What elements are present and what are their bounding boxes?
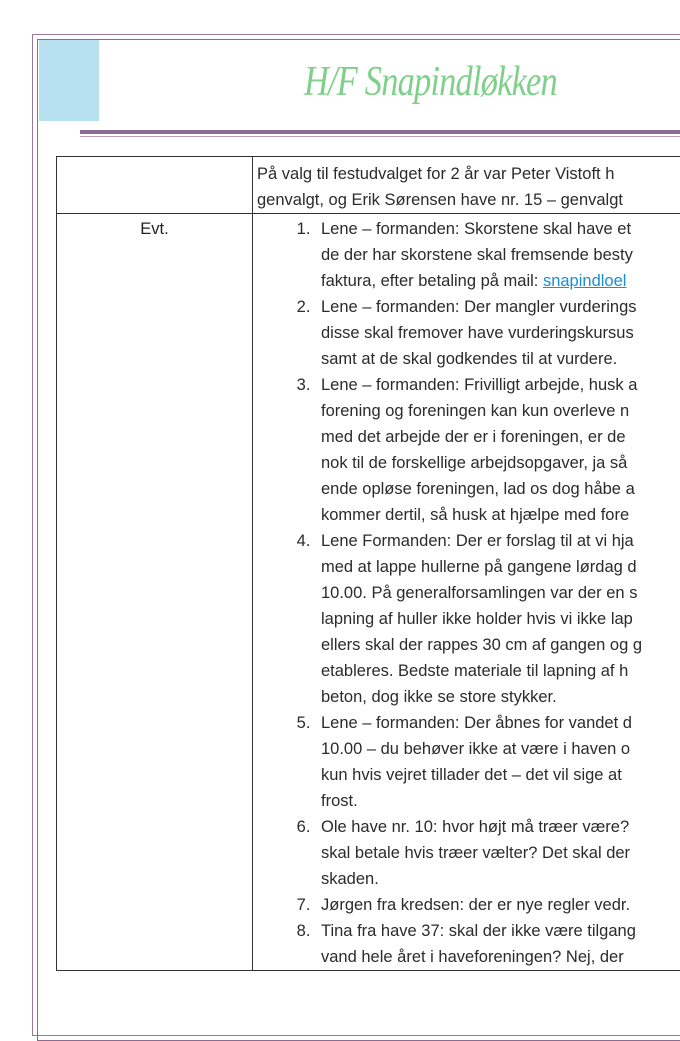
text-line: kun hvis vejret tillader det – det vil sige at — [321, 762, 680, 788]
text-line: med det arbejde der er i foreningen, er de — [321, 424, 680, 450]
text-line: nok til de forskellige arbejdsopgaver, ja så — [321, 450, 680, 476]
text-line: 8. Tina fra have 37: skal der ikke være tilgang — [321, 918, 680, 944]
text-fragment: faktura, efter betaling på mail: — [321, 272, 543, 290]
header-divider — [80, 130, 680, 134]
text-line: 6. Ole have nr. 10: hvor højt må træer være? — [321, 814, 680, 840]
text-line: genvalgt, og Erik Sørensen have nr. 15 – genvalgt — [257, 187, 680, 213]
text-line: de der har skorstene skal fremsende besty — [321, 242, 680, 268]
list-item — [315, 372, 680, 528]
table-row — [57, 214, 680, 971]
text-line: 7. Jørgen fra kredsen: der er nye regler vedr. — [321, 892, 680, 918]
text-line: frost. — [321, 788, 680, 814]
text-line: disse skal fremover have vurderingskursus — [321, 320, 680, 346]
text-line: 10.00. På generalforsamlingen var der en s — [321, 580, 680, 606]
table-row — [57, 157, 680, 214]
text-line: lapning af huller ikke holder hvis vi ikke lap — [321, 606, 680, 632]
table-cell-label — [57, 157, 253, 214]
text-line: ende opløse foreningen, lad os dog håbe a — [321, 476, 680, 502]
minutes-table — [56, 156, 680, 971]
list-item — [315, 814, 680, 892]
text-line: skal betale hvis træer vælter? Det skal der — [321, 840, 680, 866]
header-divider-thin — [80, 136, 680, 137]
list-item — [315, 528, 680, 710]
text-line: 10.00 – du behøver ikke at være i haven o — [321, 736, 680, 762]
text-line — [321, 268, 680, 294]
item-list — [253, 214, 680, 970]
document-title: H/F Snapindløkken — [304, 58, 557, 106]
table-cell-content — [253, 157, 680, 214]
table-cell-label — [57, 214, 253, 971]
list-item — [315, 294, 680, 372]
text-line: samt at de skal godkendes til at vurdere. — [321, 346, 680, 372]
text-line: 2. Lene – formanden: Der mangler vurderings — [321, 294, 680, 320]
text-line: kommer dertil, så husk at hjælpe med fore — [321, 502, 680, 528]
text-line: med at lappe hullerne på gangene lørdag d — [321, 554, 680, 580]
text-line: ellers skal der rappes 30 cm af gangen og g — [321, 632, 680, 658]
text-line: 1. Lene – formanden: Skorstene skal have et — [321, 216, 680, 242]
row-label-evt: Evt. — [57, 214, 252, 242]
text-line: forening og foreningen kan kun overleve n — [321, 398, 680, 424]
list-item — [315, 892, 680, 918]
logo-image — [39, 40, 99, 121]
text-line: vand hele året i haveforeningen? Nej, der — [321, 944, 680, 970]
text-line: skaden. — [321, 866, 680, 892]
text-line: beton, dog ikke se store stykker. — [321, 684, 680, 710]
text-line: 5. Lene – formanden: Der åbnes for vandet d — [321, 710, 680, 736]
list-item — [315, 918, 680, 970]
table-cell-content — [253, 214, 680, 971]
text-line: etableres. Bedste materiale til lapning af h — [321, 658, 680, 684]
text-line: På valg til festudvalget for 2 år var Peter Vistoft h — [257, 165, 614, 183]
list-item — [315, 710, 680, 814]
list-item — [315, 216, 680, 294]
email-link[interactable]: snapindloel — [543, 272, 626, 290]
text-line: 3. Lene – formanden: Frivilligt arbejde, husk a — [321, 372, 680, 398]
text-line: 4. Lene Formanden: Der er forslag til at vi hja — [321, 528, 680, 554]
